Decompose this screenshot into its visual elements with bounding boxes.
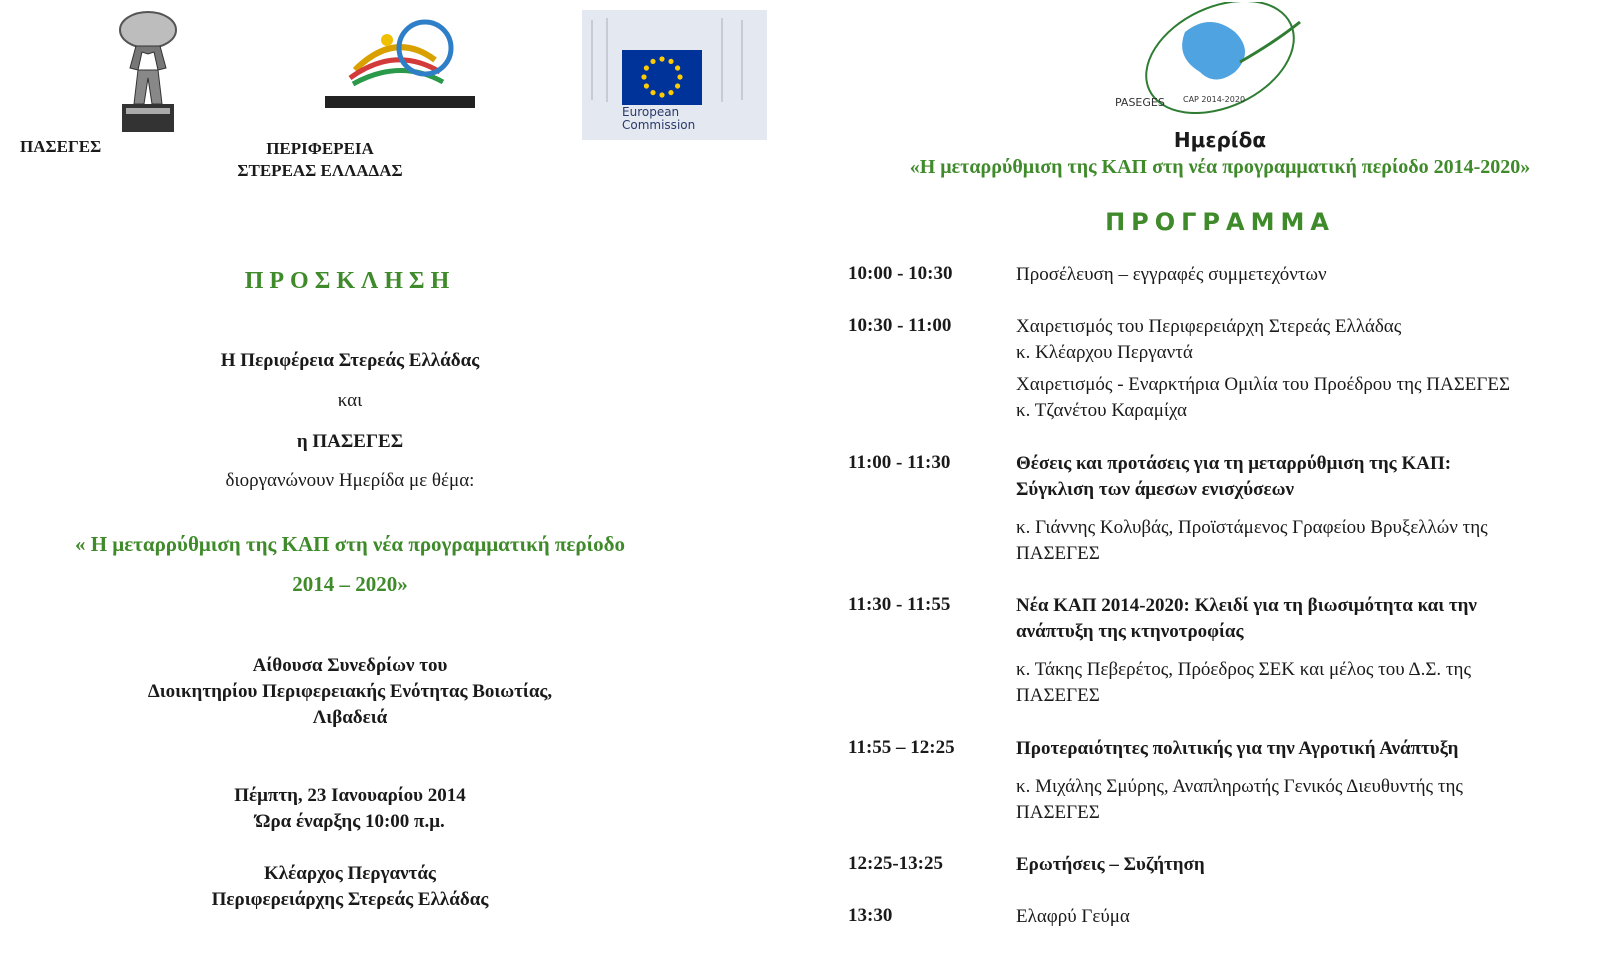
program-time: 10:00 - 10:30 [848,263,953,284]
invitation-title: ΠΡΟΣΚΛΗΣΗ [244,268,456,294]
paseges-cap-right-text: CAP 2014-2020 [1183,95,1246,104]
invitation-theme-line2: 2014 – 2020» [292,572,408,596]
program-text: Σύγκλιση των άμεσων ενισχύσεων [1016,479,1294,500]
program-text: Προσέλευση – εγγραφές συμμετεχόντων [1016,264,1327,285]
venue-line3: Λιβαδειά [312,707,388,728]
venue-line1: Αίθουσα Συνεδρίων του [252,655,448,676]
paseges-cap-logo [1115,2,1315,114]
program-speaker: κ. Κλέαρχου Περγαντά [1016,342,1193,363]
program-speaker: ΠΑΣΕΓΕΣ [1016,685,1100,706]
program-speaker: κ. Τζανέτου Καραμίχα [1016,400,1188,421]
program-speaker: κ. Τάκης Πεβερέτος, Πρόεδρος ΣΕΚ και μέλος του Δ.Σ. της [1016,659,1471,680]
eu-star-icon [644,83,649,88]
program-text: Προτεραιότητες πολιτικής για την Αγροτική Ανάπτυξη [1016,738,1459,759]
program-text: Ελαφρύ Γεύμα [1016,906,1130,927]
event-theme: «Η μεταρρύθμιση της ΚΑΠ στη νέα προγραμματική περίοδο 2014-2020» [909,156,1531,178]
invitation-line1: Η Περιφέρεια Στερεάς Ελλάδας [220,350,480,371]
venue-line2: Διοικητηρίου Περιφερειακής Ενότητας Βοιωτίας, [147,681,553,702]
program-time: 12:25-13:25 [848,853,943,874]
program-text: Νέα ΚΑΠ 2014-2020: Κλειδί για τη βιωσιμότητα και την [1016,595,1477,616]
eu-star-icon [659,92,664,97]
ec-label [622,106,695,132]
eu-star-icon [668,90,673,95]
region-caption [230,138,410,182]
ec-label-line2: Commission [622,118,696,132]
invitation-theme-line1: « Η μεταρρύθμιση της ΚΑΠ στη νέα προγραμματική περίοδο [74,532,626,556]
signature-line2: Περιφερειάρχης Στερεάς Ελλάδας [211,889,489,910]
eu-star-icon [659,56,664,61]
eu-star-icon [668,59,673,64]
program-text: ανάπτυξη της κτηνοτροφίας [1016,621,1244,642]
paseges-caption: ΠΑΣΕΓΕΣ [20,137,102,156]
eu-star-icon [644,65,649,70]
eu-star-icon [650,90,655,95]
region-sterea-logo [325,10,485,110]
invitation-line3: η ΠΑΣΕΓΕΣ [296,431,404,452]
eu-star-icon [675,65,680,70]
eu-star-icon [650,59,655,64]
program-time: 11:55 – 12:25 [848,737,955,758]
paseges-statue-logo [108,8,188,136]
program-speaker: κ. Γιάννης Κολυβάς, Προϊστάμενος Γραφείου Βρυξελλών της [1016,517,1488,538]
program-speaker: ΠΑΣΕΓΕΣ [1016,543,1100,564]
program-time: 11:30 - 11:55 [848,594,951,615]
signature-line1: Κλέαρχος Περγαντάς [264,863,436,884]
date-line2: Ώρα έναρξης 10:00 π.μ. [255,811,445,832]
invitation-line2: και [337,390,363,411]
program-speaker: κ. Μιχάλης Σμύρης, Αναπληρωτής Γενικός Διευθυντής της [1016,776,1463,797]
program-time: 13:30 [848,905,893,926]
program-title: ΠΡΟΓΡΑΜΜΑ [1105,208,1335,236]
invitation-line4: διοργανώνουν Ημερίδα με θέμα: [225,470,475,491]
program-time: 11:00 - 11:30 [848,452,951,473]
paseges-cap-left-text: PASEGES [1115,96,1165,109]
date-line1: Πέμπτη, 23 Ιανουαρίου 2014 [234,785,466,806]
eu-star-icon [641,74,646,79]
eu-star-icon [677,74,682,79]
program-text: Χαιρετισμός - Εναρκτήρια Ομιλία του Προέδρου της ΠΑΣΕΓΕΣ [1016,374,1511,395]
ec-label-line1: European [622,105,680,119]
eu-star-icon [675,83,680,88]
program-text: Ερωτήσεις – Συζήτηση [1016,854,1205,875]
program-text: Χαιρετισμός του Περιφερειάρχη Στερεάς Ελλάδας [1016,316,1402,337]
event-label: Ημερίδα [1173,128,1267,152]
region-caption-line1: ΠΕΡΙΦΕΡΕΙΑ [266,139,374,158]
program-time: 10:30 - 11:00 [848,315,952,336]
program-text: Θέσεις και προτάσεις για τη μεταρρύθμιση της ΚΑΠ: [1016,453,1452,474]
program-speaker: ΠΑΣΕΓΕΣ [1016,802,1100,823]
region-caption-line2: ΣΤΕΡΕΑΣ ΕΛΛΑΔΑΣ [237,161,403,180]
